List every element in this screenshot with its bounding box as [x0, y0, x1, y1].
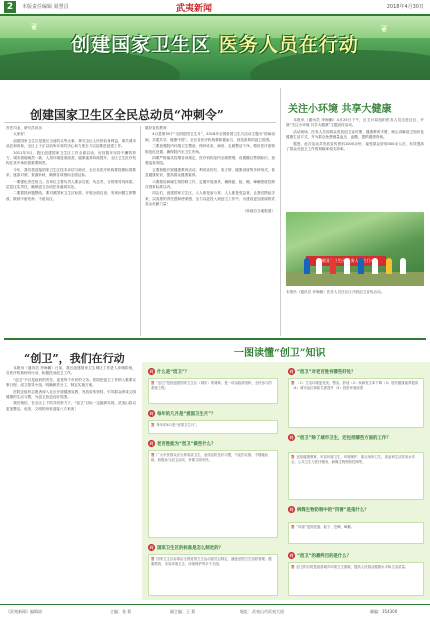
footer-zip: 邮编：354300 [370, 609, 398, 614]
answer-icon: 答 [151, 453, 155, 457]
person-figure [386, 258, 392, 274]
qa-question [288, 552, 424, 559]
qa-answer [148, 420, 278, 434]
person-figure [358, 258, 364, 274]
person-figure [400, 258, 406, 274]
banner-title-part2: 医务人员在行动 [218, 34, 359, 56]
answer-icon: 答 [151, 557, 155, 561]
answer-icon: 答 [291, 455, 295, 459]
article1-column-1 [6, 126, 136, 336]
paragraph: “创卫”不仅是政府的责任，更是每个市民的义务。医院把创卫工作纳入重要议事日程，成立领导小组，明确职责分工，制定实施方案。 [6, 377, 136, 388]
qa-question [148, 410, 278, 417]
article1-title: 创建国家卫生区全民总动员“冲刺令” [30, 108, 224, 122]
qa-answer [288, 452, 424, 500]
qa-answer [148, 554, 278, 596]
issue-date: 2018年4月30日 [386, 4, 424, 10]
qa-question [288, 434, 424, 441]
column-divider [140, 126, 141, 336]
paragraph: 大家好！ [13, 132, 28, 137]
person-figure [344, 258, 350, 274]
person-figure [372, 258, 378, 274]
paragraph: 今年，我们将迎接国家卫生区技术评估与暗访，全区各医疗机构要按照标准要求，逐条对照、查漏补缺，确保各项指标全面达标。 [6, 167, 136, 178]
qa-question-text: “创卫”对老百姓有哪些好处？ [297, 370, 356, 375]
qa-answer-text: 国家卫生区标准由全国爱国卫生运动委员会制定，涵盖爱国卫生组织管理、健康教育、市容环境卫生、环境保护等多个方面。 [151, 557, 272, 566]
article2-photo [286, 212, 424, 286]
paragraph: 2011年3月，我区创建国家卫生区工作全面启动，历经数年坚持不懈的努力，城市面貌焕然一新，人居环境显著改善，健康素养持续提升，全区卫生医疗机构在其中承担着重要职责。 [6, 150, 136, 166]
qa-question [288, 506, 424, 513]
paragraph: 六要做好病媒生物防制工作，定期开展消杀，确保鼠、蚊、蝇、蟑螂密度控制在国家标准以内。 [145, 179, 275, 190]
qa-question-text: 病媒生物防制中的“四害”是指什么？ [297, 508, 369, 513]
paragraph: 本报讯（通讯员 李海鹏）日前，我区创建国家卫生城区工作进入冲刺阶段，各医疗机构纷纷行动，积极投身创卫工作。 [6, 366, 136, 376]
paragraph: 本报讯（通讯员 李海鹏）4月25日下午，区卫计局组织医务人员走进社区，开展“关注小环境 共享大健康”主题宣传活动。 [286, 118, 424, 128]
qa-question-text: 老百姓能为“创卫”做些什么？ [157, 442, 216, 447]
page-footer [0, 604, 430, 617]
qa-answer [288, 378, 424, 428]
section-divider [4, 338, 426, 340]
qa-question-text: “创卫”除了城市卫生，还包括哪些方面的工作？ [297, 436, 391, 441]
paragraph: 四要严格落实控烟各项规定，医疗机构室内全面禁烟，设置醒目禁烟标识，加强巡查劝阻。 [145, 156, 275, 166]
question-icon: 问 [289, 435, 294, 440]
page-number: 2 [4, 1, 16, 13]
qa-answer-text: （1）生活环境更优美、整洁、舒适（2）疾病发生率下降（3）居民健康素养提高（4）城市品位和知名度提升（5）投资环境改善 [291, 381, 419, 390]
qa-answer-text: “四害”是指老鼠、蚊子、苍蝇、蟑螂。 [296, 525, 355, 529]
person-figure [330, 258, 336, 274]
person-figure [316, 258, 322, 274]
photo-ground [286, 272, 424, 286]
qa-title: 一图读懂“创卫”知识 [234, 348, 326, 359]
qa-answer [148, 378, 278, 404]
divider [4, 122, 276, 123]
article2-body [286, 118, 424, 210]
paragraph: （转载自当地报道） [242, 208, 275, 213]
paragraph: 做好宣传教育： [145, 126, 171, 130]
qa-question [288, 368, 424, 375]
paragraph: 我们相信，在全区上下的共同努力下，“创卫”目标一定能够实现，武夷山将以更加整洁、优美、文明的形象迎接八方来客！ [6, 401, 136, 411]
paragraph: 五要积极开展健康教育活动，利用宣传栏、电子屏、健康讲座等多种形式，普及健康知识，提高群众健康素养。 [145, 167, 275, 178]
paragraph: 据悉，此次活动共发放宣传资料1000余份，接受群众咨询300余人次，有效提高了群众对创卫工作的知晓率和支持率。 [286, 141, 424, 152]
qa-question-text: 什么是“创卫”？ [157, 370, 190, 375]
question-icon: 问 [149, 441, 154, 446]
paragraph: 三要加强院内环境卫生整治，保持诊室、病房、走廊整洁干净，做好医疗废物规范化处置，确保院内无卫生死角。 [145, 144, 275, 154]
hero-banner [0, 16, 430, 80]
answer-icon: 答 [291, 565, 295, 569]
qa-answer [288, 562, 424, 596]
article3-body [6, 366, 136, 600]
column-divider [280, 88, 281, 336]
footer-editor: 主编：张 莉 [110, 609, 132, 614]
masthead: 武夷新闻 [176, 4, 213, 14]
qa-answer-text: “创卫”是指创建国家卫生区（城市）的简称，是一项由政府组织、全民参与的系统工程。 [151, 381, 272, 390]
qa-question [148, 440, 278, 447]
question-icon: 问 [289, 507, 294, 512]
question-icon: 问 [149, 369, 154, 374]
paragraph: 一要强化责任担当。各单位主要负责人要亲自抓、负总责，分管领导具体抓，层层压实责任，确保创卫各项任务落到实处。 [6, 179, 136, 190]
photo-caption: 本报讯（通讯员 李海鹏）医务人员在社区开展创卫宣传活动。 [286, 290, 385, 294]
qa-answer-text: 包括健康教育、市容环境卫生、环境保护、重点场所卫生、食品和生活饮用水安全、公共卫生与医疗服务、病媒生物预防控制等。 [291, 455, 416, 464]
article1-column-2 [145, 126, 275, 336]
question-icon: 问 [289, 369, 294, 374]
paragraph: 首任司业，研究员向乐： [6, 126, 46, 130]
qa-answer [288, 522, 424, 544]
question-icon: 问 [149, 545, 154, 550]
footer-editorial: 《武夷新闻》编辑部 [6, 609, 42, 614]
qa-answer-text: 创卫的目的是改善城乡环境卫生面貌，提高人民群众健康水平和生活质量。 [296, 565, 409, 569]
article3-title: “创卫”，我们在行动 [24, 352, 125, 365]
answer-icon: 答 [291, 525, 295, 529]
person-figure [304, 258, 310, 274]
qa-question-text: “创卫”的最终目的是什么？ [297, 554, 352, 559]
answer-icon: 答 [151, 381, 155, 385]
paragraph: 医院还组织志愿者深入社区开展健康宣教，发放宣传资料，引导群众养成文明健康的生活习惯，为创卫营造良好氛围。 [6, 389, 136, 400]
banner-title [0, 30, 430, 57]
qa-question [148, 368, 278, 375]
qa-answer [148, 450, 278, 538]
question-icon: 问 [149, 411, 154, 416]
question-icon: 问 [289, 553, 294, 558]
answer-icon: 答 [291, 381, 295, 385]
page-header [0, 0, 430, 14]
qa-question-text: 每年的几月是“爱国卫生月”？ [157, 412, 216, 417]
qa-answer-text: 广大市民群众应当养成讲卫生、爱清洁的良好习惯，不乱扔垃圾、不随地吐痰，积极参与创卫活动，争做文明市民。 [151, 453, 269, 462]
paragraph: 创建国家卫生区是我区当前的头等大事，事关全区人民的切身利益，事关城市品位和形象，全区上下正以前所未有的决心和力度全力以赴推进创建工作。 [6, 138, 136, 149]
qa-question-text: 国家卫生区的标准是怎么制定的？ [157, 546, 223, 551]
leaf-icon: ❦ [380, 24, 389, 35]
qa-answer-text: 每年的4月是“爱国卫生月”。 [156, 423, 200, 427]
qa-question [148, 544, 278, 551]
banner-title-part1: 创建国家卫生区 [71, 34, 212, 56]
section-editor: 本版责任编辑 聂慧昌 [22, 4, 69, 10]
footer-address: 地址：武夷山市武夷大道 [240, 609, 284, 614]
article2-title: 关注小环境 共享大健康 [288, 104, 392, 115]
paragraph: 同志们，创建国家卫生区，人人都是参与者、人人都是受益者。让我们携起手来，以高度的责任感和使命感，全力以赴投入到创卫工作中，为建设更加美丽的武夷山贡献力量！ [145, 191, 275, 207]
footer-deputy-editor: 副主编：王 莉 [170, 609, 196, 614]
paragraph: 二要狠抓问题整改。要对照国家卫生区标准，开展全面自查，发现问题立即整改，做到不留死角、不留盲区。 [6, 191, 136, 201]
paragraph: 活动现场，医务人员向群众发放创卫宣传册、健康教育手册，耐心讲解创卫知识及健康生活方式，并为群众免费测量血压、血糖，提供健康咨询。 [286, 129, 424, 140]
answer-icon: 答 [151, 423, 155, 427]
paragraph: 4月是第30个“全国爱国卫生月”，2018年全国爱国卫生月活动主题为“防病治病，共建共享，健康中国”。全区各医疗机构要积极参与，营造浓厚的创卫氛围。 [145, 132, 275, 142]
leaf-icon: ❦ [30, 22, 39, 33]
